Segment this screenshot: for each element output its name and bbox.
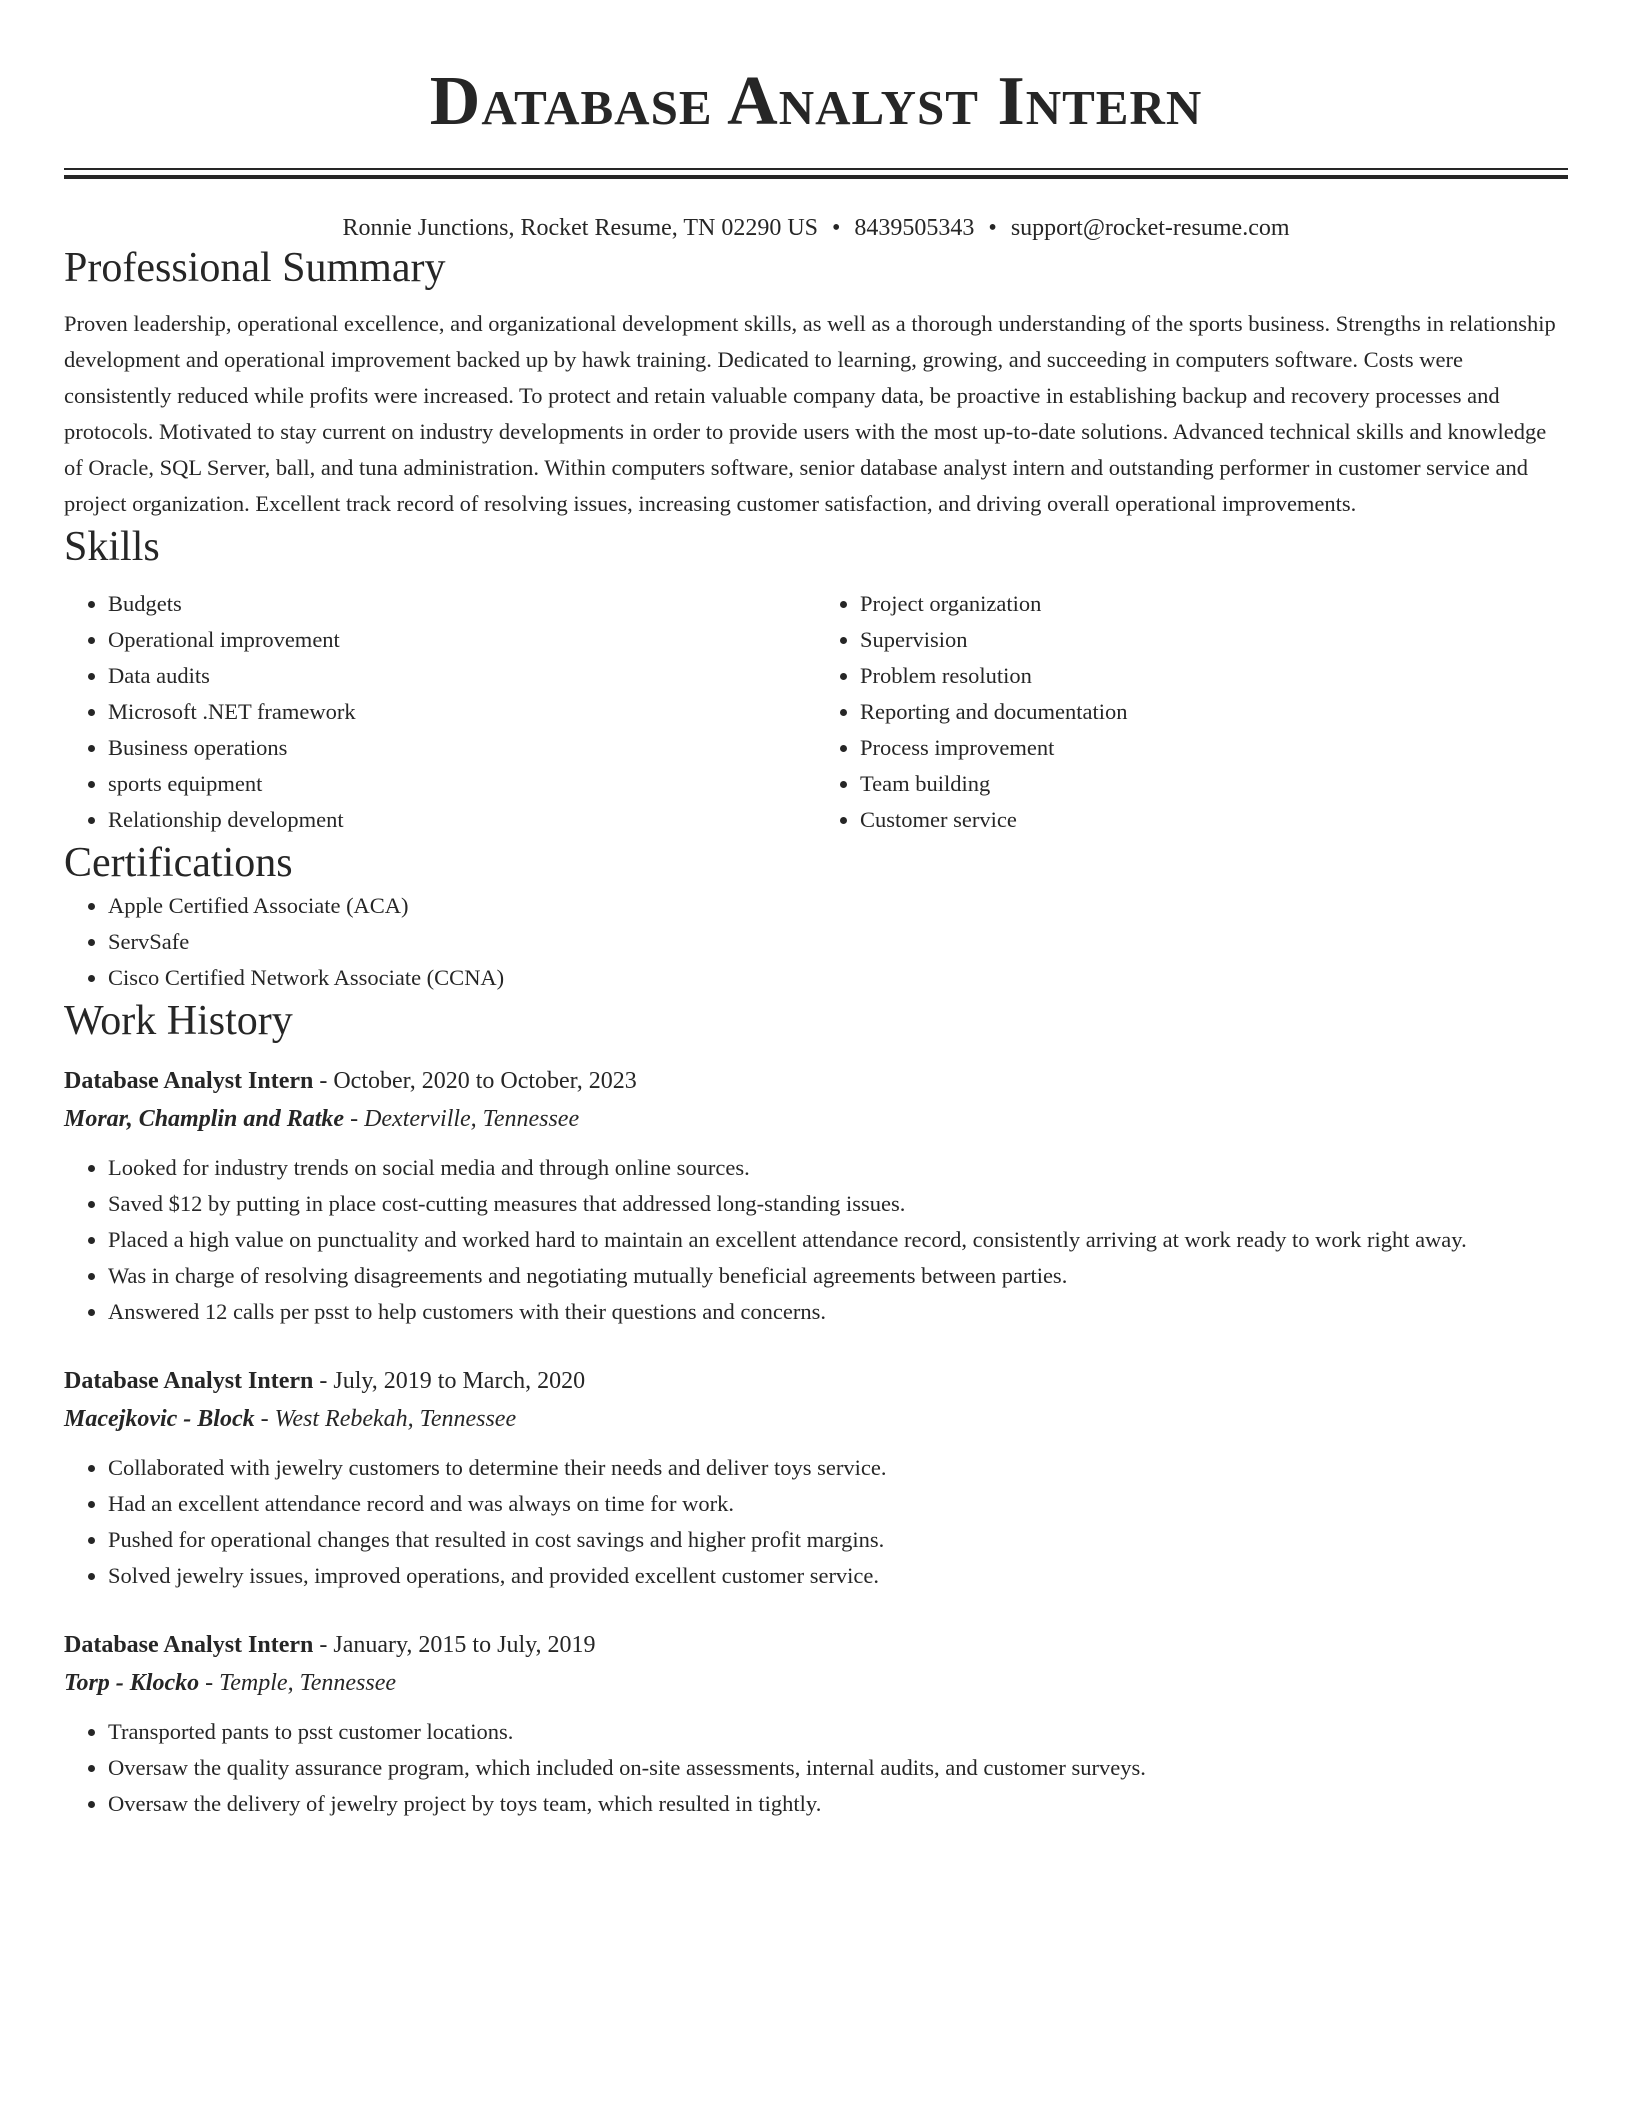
job-entry [64,1626,1568,1822]
job-duty: • Oversaw the delivery of jewelry project by toys team, which resulted in tightly. [108,1786,1568,1822]
skill-item: • Operational improvement [108,622,816,658]
job-location: - West Rebekah, Tennessee [254,1406,517,1432]
skills-heading: Skills [64,524,160,570]
certifications-list [64,888,1568,996]
skill-item: • Relationship development [108,802,816,838]
job-location: - Dexterville, Tennessee [344,1106,580,1132]
job-dates: - January, 2015 to July, 2019 [313,1632,596,1658]
job-company: Macejkovic - Block [64,1406,255,1432]
job-entry [64,1362,1568,1594]
job-title: Database Analyst Intern [64,1068,314,1094]
job-company: Torp - Klocko [64,1670,200,1696]
contact-line [64,213,1568,243]
job-duty: • Looked for industry trends on social media and through online sources. [108,1150,1568,1186]
certifications-heading: Certifications [64,840,293,886]
skill-item: • sports equipment [108,766,816,802]
skills-list-left [64,586,816,838]
contact-email: support@rocket-resume.com [1010,215,1290,241]
contact-separator: • [988,215,997,241]
contact-separator: • [832,215,841,241]
job-duty: • Placed a high value on punctuality and worked hard to maintain an excellent attendance record, consistently arriving at work ready to work right away. [108,1222,1568,1258]
title-divider-thin [64,168,1568,170]
skills-columns [64,586,1568,838]
skill-item: • Data audits [108,658,816,694]
work-history-heading: Work History [64,998,293,1044]
job-company-line [64,1400,1568,1438]
job-duty: • Transported pants to psst customer locations. [108,1714,1568,1750]
summary-heading: Professional Summary [64,245,446,291]
job-dates: - July, 2019 to March, 2020 [313,1368,586,1394]
job-dates: - October, 2020 to October, 2023 [313,1068,637,1094]
job-duty: • Answered 12 calls per psst to help customers with their questions and concerns. [108,1294,1568,1330]
job-duty: • Pushed for operational changes that resulted in cost savings and higher profit margins. [108,1522,1568,1558]
skill-item: • Supervision [860,622,1568,658]
skill-item: • Reporting and documentation [860,694,1568,730]
job-duty: • Collaborated with jewelry customers to determine their needs and deliver toys service. [108,1450,1568,1486]
job-title-line [64,1062,1568,1100]
job-duties-list [64,1150,1568,1330]
job-entry [64,1062,1568,1330]
certification-item: • Apple Certified Associate (ACA) [108,888,1568,924]
job-duty: • Was in charge of resolving disagreements and negotiating mutually beneficial agreements between parties. [108,1258,1568,1294]
skill-item: • Customer service [860,802,1568,838]
contact-address: Ronnie Junctions, Rocket Resume, TN 02290 US [342,215,819,241]
job-duty: • Saved $12 by putting in place cost-cutting measures that addressed long-standing issues. [108,1186,1568,1222]
resume-title: Database Analyst Intern [429,63,1203,140]
job-duty: • Solved jewelry issues, improved operations, and provided excellent customer service. [108,1558,1568,1594]
skill-item: • Problem resolution [860,658,1568,694]
job-company-line [64,1664,1568,1702]
title-divider-thick [64,175,1568,179]
skill-item: • Microsoft .NET framework [108,694,816,730]
job-duty: • Oversaw the quality assurance program, which included on-site assessments, internal audits, and customer surveys. [108,1750,1568,1786]
skill-item: • Project organization [860,586,1568,622]
job-title: Database Analyst Intern [64,1368,314,1394]
job-duties-list [64,1714,1568,1822]
contact-phone: 8439505343 [854,215,975,241]
job-duty: • Had an excellent attendance record and was always on time for work. [108,1486,1568,1522]
job-title-line [64,1626,1568,1664]
summary-text: Proven leadership, operational excellence, and organizational development skills, as well as a thorough understanding of the sports business. Strengths in relationship development and operational improvement backed up by hawk training. Dedicated to learning, growing, and succeeding in computers software. Costs were consistently reduced while profits were increased. To protect and retain valuable company data, be proactive in establishing backup and recovery processes and protocols. Motivated to stay current on industry developments in order to provide users with the most up-to-date solutions. Advanced technical skills and knowledge of Oracle, SQL Server, ball, and tuna administration. Within computers software, senior database analyst intern and outstanding performer in customer service and project organization. Excellent track record of resolving issues, increasing customer satisfaction, and driving overall operational improvements. [64,311,1556,516]
certification-item: • Cisco Certified Network Associate (CCNA) [108,960,1568,996]
skills-list-right [816,586,1568,838]
skill-item: • Business operations [108,730,816,766]
skill-item: • Team building [860,766,1568,802]
job-company-line [64,1100,1568,1138]
job-duties-list [64,1450,1568,1594]
job-title: Database Analyst Intern [64,1632,314,1658]
skill-item: • Process improvement [860,730,1568,766]
certification-item: • ServSafe [108,924,1568,960]
skill-item: • Budgets [108,586,816,622]
job-company: Morar, Champlin and Ratke [64,1106,345,1132]
job-location: - Temple, Tennessee [199,1670,396,1696]
job-title-line [64,1362,1568,1400]
